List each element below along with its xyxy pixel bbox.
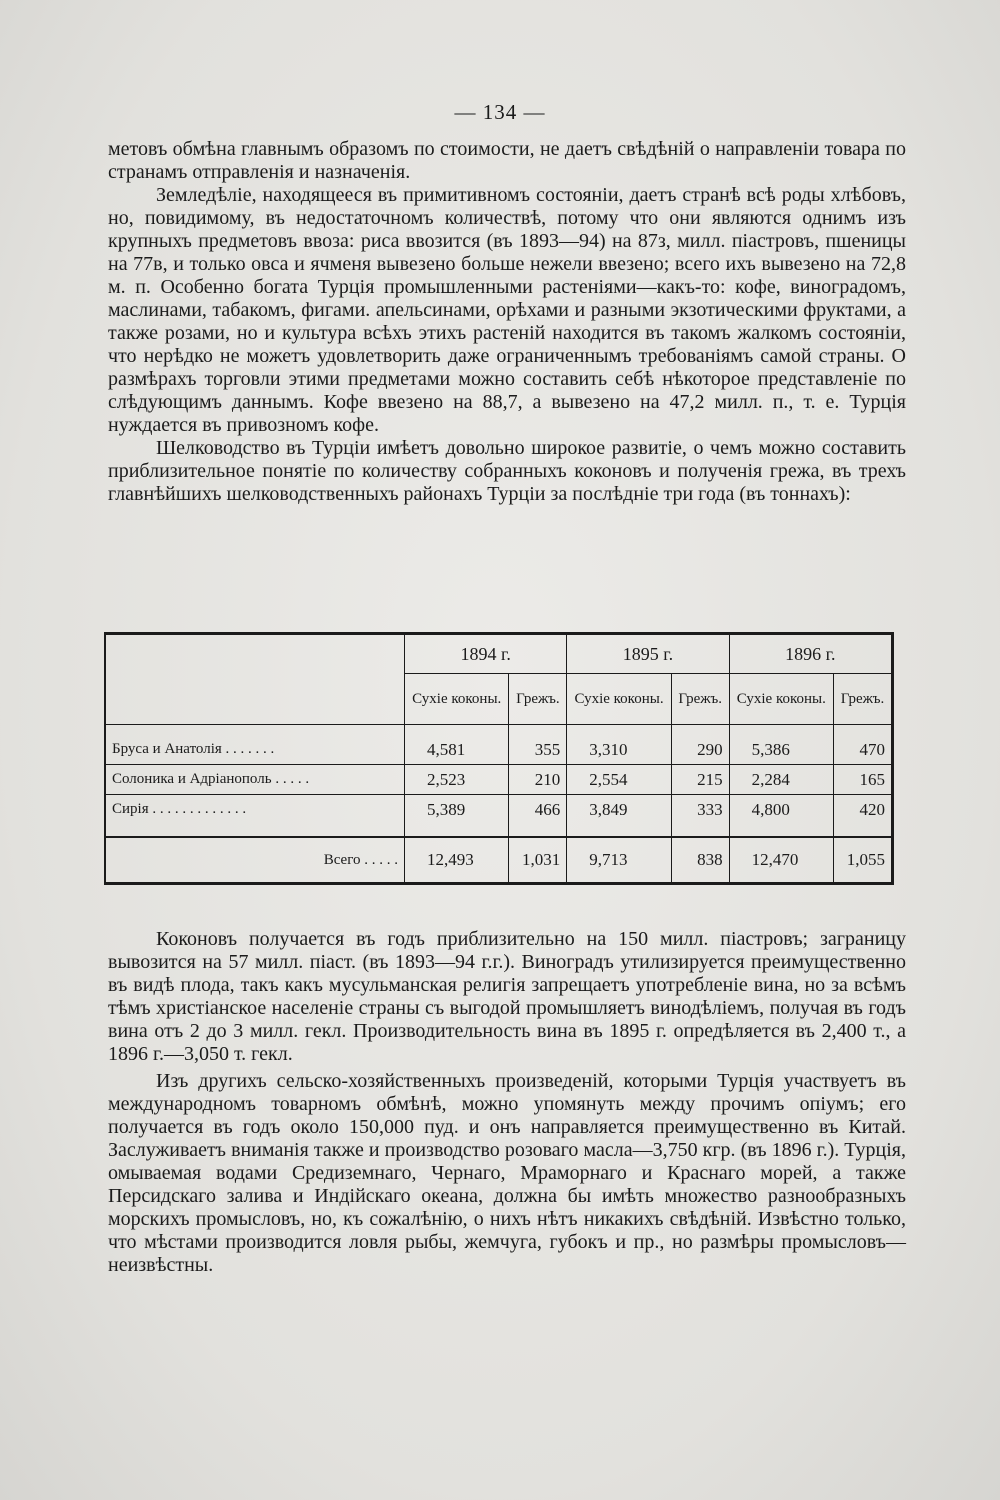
table-cell: 355 [509,725,567,765]
table-cell: 215 [671,765,729,795]
year-header-1894: 1894 г. [405,634,567,674]
paragraph: Шелководство въ Турціи имѣетъ довольно широкое развитіе, о чемъ можно составить приблизительное понятіе по количеству собранныхъ коконовъ и полученія грежа, въ трехъ главнѣйшихъ шелководственныхъ районахъ Турціи за послѣдніе три года (въ тоннахъ): [108,437,906,505]
table-cell: 420 [834,795,893,838]
table-cell: 2,554 [567,765,671,795]
bottom-text-block [108,928,906,1277]
year-header-1896: 1896 г. [729,634,892,674]
region-label: Бруса и Анатолія . . . . . . . [105,725,405,765]
paragraph: Земледѣліе, находящееся въ примитивномъ состояніи, даетъ странѣ всѣ роды хлѣбовъ, но, повидимому, въ недостаточномъ количествѣ, потому что они являются однимъ изъ крупныхъ предметовъ ввоза: риса ввозится (въ 1893—94) на 87з, милл. піастровъ, пшеницы на 77в, и только овса и ячменя вывезено больше нежели ввезено; всего ихъ вывезено на 72,8 м. п. Особенно богата Турція промышленными растеніями—какъ-то: кофе, виноградомъ, маслинами, табакомъ, фигами. апельсинами, орѣхами и разными экзотическими фруктами, а также розами, но и культура всѣхъ этихъ растеній находится въ такомъ жалкомъ состояніи, что нерѣдко не можетъ удовлетворить даже ограниченнымъ требованіямъ самой страны. О размѣрахъ торговли этими предметами можно составить себѣ нѣкоторое представленіе по слѣдующимъ даннымъ. Кофе ввезено на 88,7, а вывезено на 47,2 милл. п., т. е. Турція нуждается въ привозномъ кофе. [108,184,906,436]
region-label: Сирія . . . . . . . . . . . . . [105,795,405,838]
table-cell: 333 [671,795,729,838]
col-dry-cocoons: Сухіе коконы. [405,674,509,725]
table-cell: 210 [509,765,567,795]
top-text-block [108,138,906,506]
silk-production-table [104,632,894,885]
table-cell: 1,055 [834,837,893,884]
table-cell: 466 [509,795,567,838]
table-cell: 165 [834,765,893,795]
region-label: Солоника и Адріанополь . . . . . [105,765,405,795]
col-dry-cocoons: Сухіе коконы. [567,674,671,725]
table-cell: 5,389 [405,795,509,838]
data-table [104,632,894,885]
table-cell: 4,800 [729,795,833,838]
col-dry-cocoons: Сухіе коконы. [729,674,833,725]
table-cell: 4,581 [405,725,509,765]
total-label: Всего . . . . . [105,837,405,884]
year-header-1895: 1895 г. [567,634,729,674]
table-cell: 12,493 [405,837,509,884]
paragraph: Изъ другихъ сельско-хозяйственныхъ произведеній, которыми Турція участвуетъ въ международномъ товарномъ обмѣнѣ, можно упомянуть между прочимъ опіумъ; его получается въ годъ около 150,000 пуд. и онъ направляется преимущественно въ Китай. Заслуживаетъ вниманія также и производство розоваго масла—3,750 кгр. (въ 1896 г.). Турція, омываемая водами Средиземнаго, Чернаго, Мраморнаго и Краснаго морей, а также Персидскаго залива и Индійскаго океана, должна бы имѣть множество разнообразныхъ морскихъ промысловъ, но, къ сожалѣнію, о нихъ нѣтъ никакихъ свѣдѣній. Извѣстно только, что мѣстами производится ловля рыбы, жемчуга, губокъ и пр., но размѣры промысловъ—неизвѣстны. [108,1070,906,1276]
table-cell: 3,310 [567,725,671,765]
row-header-blank [105,634,405,725]
table-cell: 2,523 [405,765,509,795]
table-row [105,765,893,795]
table-cell: 838 [671,837,729,884]
col-raw-silk: Грежъ. [671,674,729,725]
table-cell: 1,031 [509,837,567,884]
table-cell: 3,849 [567,795,671,838]
col-raw-silk: Грежъ. [834,674,893,725]
table-cell: 2,284 [729,765,833,795]
table-cell: 9,713 [567,837,671,884]
table-row [105,795,893,838]
table-total-row [105,837,893,884]
page-number: — 134 — [454,100,546,124]
table-cell: 5,386 [729,725,833,765]
col-raw-silk: Грежъ. [509,674,567,725]
table-cell: 290 [671,725,729,765]
table-row [105,725,893,765]
paragraph: Коконовъ получается въ годъ приблизительно на 150 милл. піастровъ; заграницу вывозится на 57 милл. піаст. (въ 1893—94 г.г.). Виноградъ утилизируется преимущественно въ видѣ плода, такъ какъ мусульманская религія запрещаетъ употребленіе вина, но за всѣмъ тѣмъ христіанское населеніе страны съ выгодой промышляетъ винодѣліемъ, получая въ годъ вина отъ 2 до 3 милл. гекл. Производительность вина въ 1895 г. опредѣляется въ 2,400 т., а 1896 г.—3,050 т. гекл. [108,928,906,1065]
table-cell: 12,470 [729,837,833,884]
paragraph: метовъ обмѣна главнымъ образомъ по стоимости, не даетъ свѣдѣній о направленіи товара по странамъ отправленія и назначенія. [108,138,906,183]
table-cell: 470 [834,725,893,765]
